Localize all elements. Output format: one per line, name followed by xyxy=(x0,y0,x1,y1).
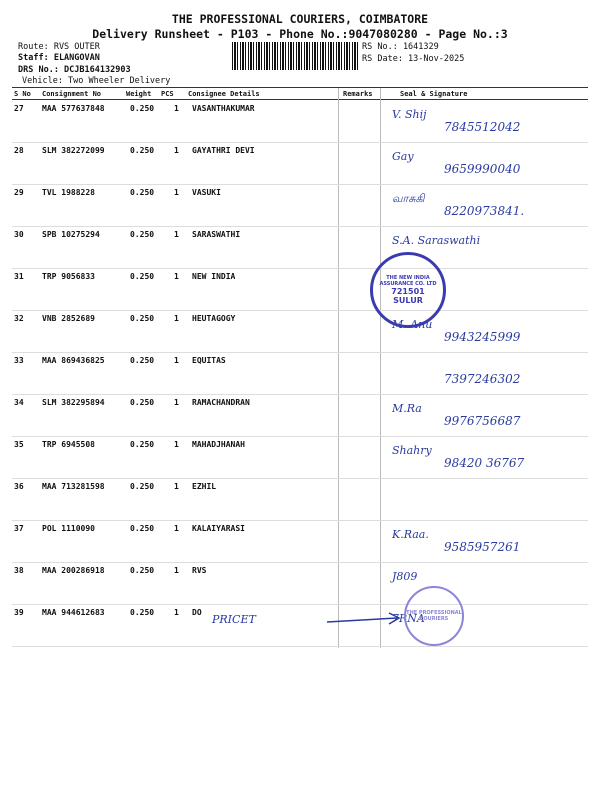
row-sno: 29 xyxy=(14,188,24,197)
row-signature: J809 xyxy=(392,570,418,583)
row-consignment: TRP 6945508 xyxy=(42,440,95,449)
row-sno: 35 xyxy=(14,440,24,449)
row-phone: 98420 36767 xyxy=(444,456,525,470)
row-pcs: 1 xyxy=(174,356,179,365)
drs-number: DRS No.: DCJB164132903 xyxy=(18,65,131,75)
row-pcs: 1 xyxy=(174,398,179,407)
col-weight: Weight xyxy=(126,90,152,98)
row-consignment: TRP 9056833 xyxy=(42,272,95,281)
col-consignee: Consignee Details xyxy=(188,90,260,98)
barcode xyxy=(232,42,358,70)
staff-label: Staff: ELANGOVAN xyxy=(18,53,100,63)
row-sno: 30 xyxy=(14,230,24,239)
row-weight: 0.250 xyxy=(130,356,155,365)
row-weight: 0.250 xyxy=(130,524,155,533)
row-signature: M.Ra xyxy=(392,402,422,415)
row-signature: Shahry xyxy=(392,444,432,457)
route-label: Route: RVS OUTER xyxy=(18,42,100,52)
table-row xyxy=(12,310,588,353)
rs-number: RS No.: 1641329 xyxy=(362,42,439,52)
table-row xyxy=(12,436,588,479)
row-weight: 0.250 xyxy=(130,566,155,575)
table-row xyxy=(12,100,588,143)
row-phone: 9585957261 xyxy=(444,540,521,554)
row-weight: 0.250 xyxy=(130,272,155,281)
col-pcs: PCS xyxy=(161,90,174,98)
new-india-stamp xyxy=(370,252,446,328)
company-title: THE PROFESSIONAL COURIERS, COIMBATORE xyxy=(171,12,429,26)
col-remarks: Remarks xyxy=(343,90,373,98)
row-phone: 7397246302 xyxy=(444,372,521,386)
row-phone: 9976756687 xyxy=(444,414,521,428)
col-consignment: Consignment No xyxy=(42,90,102,98)
runsheet-title: Delivery Runsheet - P103 - Phone No.:9047080280 - Page No.:3 xyxy=(92,27,508,41)
row-consignment: MAA 713281598 xyxy=(42,482,105,491)
table-row xyxy=(12,394,588,437)
row-consignment: SPB 10275294 xyxy=(42,230,100,239)
header-top-rule xyxy=(12,87,588,88)
row-consignee: GAYATHRI DEVI xyxy=(192,146,255,155)
row-consignee: RVS xyxy=(192,566,207,575)
row-pcs: 1 xyxy=(174,482,179,491)
stamp-company: THE NEW INDIA ASSURANCE CO. LTD xyxy=(379,275,437,287)
row-pcs: 1 xyxy=(174,230,179,239)
row-consignment: VNB 2852689 xyxy=(42,314,95,323)
row-sno: 39 xyxy=(14,608,24,617)
row-consignment: MAA 577637848 xyxy=(42,104,105,113)
row-sno: 37 xyxy=(14,524,24,533)
row-consignee: EQUITAS xyxy=(192,356,226,365)
row-signature: M. Anu xyxy=(392,318,433,331)
row-sno: 32 xyxy=(14,314,24,323)
row-signature: K.Raa. xyxy=(392,528,429,541)
row-sno: 34 xyxy=(14,398,24,407)
row-pcs: 1 xyxy=(174,188,179,197)
remarks-row-39: PRICET xyxy=(212,613,256,626)
row-consignee: KALAIYARASI xyxy=(192,524,245,533)
row-consignee: VASANTHAKUMAR xyxy=(192,104,255,113)
row-weight: 0.250 xyxy=(130,104,155,113)
row-weight: 0.250 xyxy=(130,314,155,323)
table-row xyxy=(12,478,588,521)
row-sno: 28 xyxy=(14,146,24,155)
row-consignee: RAMACHANDRAN xyxy=(192,398,250,407)
row-phone: 8220973841. xyxy=(444,204,525,218)
row-weight: 0.250 xyxy=(130,482,155,491)
rs-date: RS Date: 13-Nov-2025 xyxy=(362,54,465,64)
row-consignment: MAA 869436825 xyxy=(42,356,105,365)
row-sno: 27 xyxy=(14,104,24,113)
col-seal-signature: Seal & Signature xyxy=(400,90,468,98)
row-pcs: 1 xyxy=(174,272,179,281)
row-signature: V. Shij xyxy=(392,108,427,121)
row-sno: 31 xyxy=(14,272,24,281)
row-consignment: MAA 944612683 xyxy=(42,608,105,617)
row-weight: 0.250 xyxy=(130,398,155,407)
row-weight: 0.250 xyxy=(130,230,155,239)
arrow-icon xyxy=(325,612,405,628)
row-consignment: TVL 1988228 xyxy=(42,188,95,197)
row-pcs: 1 xyxy=(174,146,179,155)
row-consignee: HEUTAGOGY xyxy=(192,314,236,323)
row-consignee: DO xyxy=(192,608,202,617)
stamp-place: SULUR xyxy=(393,296,423,305)
row-signature: வாசுகி xyxy=(392,192,425,205)
row-sno: 33 xyxy=(14,356,24,365)
row-pcs: 1 xyxy=(174,104,179,113)
table-row xyxy=(12,520,588,563)
table-row xyxy=(12,352,588,395)
row-weight: 0.250 xyxy=(130,440,155,449)
table-row xyxy=(12,562,588,605)
row-signature: 7RNA xyxy=(392,612,425,625)
row-consignment: SLM 382272099 xyxy=(42,146,105,155)
row-pcs: 1 xyxy=(174,440,179,449)
row-sno: 38 xyxy=(14,566,24,575)
row-consignee: EZHIL xyxy=(192,482,217,491)
row-consignment: SLM 382295894 xyxy=(42,398,105,407)
row-phone: 9943245999 xyxy=(444,330,521,344)
row-pcs: 1 xyxy=(174,566,179,575)
courier-stamp xyxy=(404,586,464,646)
row-sno: 36 xyxy=(14,482,24,491)
row-weight: 0.250 xyxy=(130,188,155,197)
row-consignment: MAA 200286918 xyxy=(42,566,105,575)
row-weight: 0.250 xyxy=(130,608,155,617)
row-consignee: VASUKI xyxy=(192,188,221,197)
row-phone: 9659990040 xyxy=(444,162,521,176)
row-consignee: MAHADJHANAH xyxy=(192,440,245,449)
row-signature: S.A. Saraswathi xyxy=(392,234,481,247)
row-consignee: NEW INDIA xyxy=(192,272,236,281)
row-pcs: 1 xyxy=(174,314,179,323)
row-phone: 7845512042 xyxy=(444,120,521,134)
col-sno: S No xyxy=(14,90,31,98)
table-row xyxy=(12,604,588,647)
table-row xyxy=(12,142,588,185)
row-pcs: 1 xyxy=(174,524,179,533)
row-weight: 0.250 xyxy=(130,146,155,155)
row-pcs: 1 xyxy=(174,608,179,617)
row-signature: Gay xyxy=(392,150,414,163)
courier-stamp-text: THE PROFESSIONAL COURIERS xyxy=(406,610,462,622)
row-consignment: POL 1110090 xyxy=(42,524,95,533)
row-consignee: SARASWATHI xyxy=(192,230,241,239)
table-row xyxy=(12,268,588,311)
table-row xyxy=(12,184,588,227)
stamp-code: 721501 xyxy=(391,287,425,296)
table-row xyxy=(12,226,588,269)
vehicle-label: Vehicle: Two Wheeler Delivery xyxy=(22,76,171,86)
